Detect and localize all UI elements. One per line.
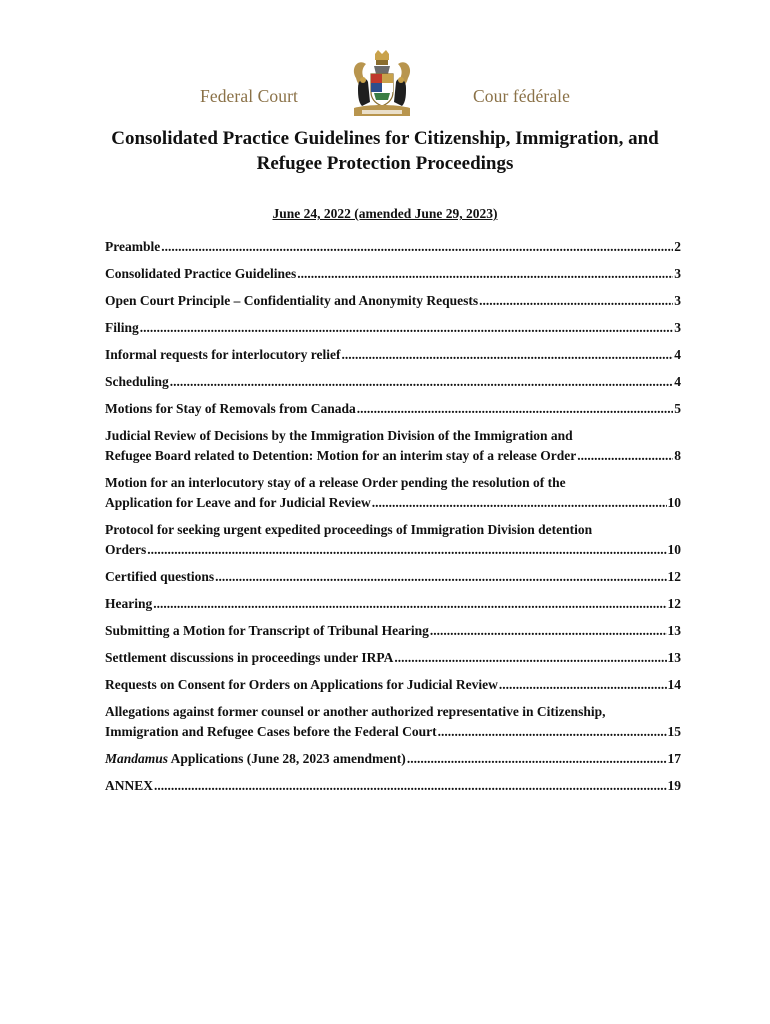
toc-entry-title: Orders xyxy=(105,542,147,557)
document-title xyxy=(60,126,710,176)
toc-entry[interactable] xyxy=(105,372,681,392)
toc-entry[interactable] xyxy=(105,446,681,466)
court-name-french: Cour fédérale xyxy=(473,86,571,106)
dot-leader xyxy=(297,264,673,284)
toc-entry[interactable] xyxy=(105,675,681,695)
toc-entry-title: ANNEX xyxy=(105,778,154,793)
toc-entry[interactable] xyxy=(105,345,681,365)
dot-leader xyxy=(438,722,667,742)
coat-of-arms-icon xyxy=(348,48,416,118)
dot-leader xyxy=(170,372,673,392)
toc-page-number: 17 xyxy=(667,751,681,766)
toc-page-number: 8 xyxy=(674,448,681,463)
toc-page-number: 3 xyxy=(674,320,681,335)
dot-leader xyxy=(161,237,673,257)
dot-leader xyxy=(154,776,666,796)
dot-leader xyxy=(341,345,673,365)
toc-entry-title: Open Court Principle – Confidentiality and Anonymity Requests xyxy=(105,293,479,308)
dot-leader xyxy=(140,318,673,338)
title-line-2: Refugee Protection Proceedings xyxy=(256,153,514,174)
toc-page-number: 10 xyxy=(667,542,681,557)
toc-entry[interactable] xyxy=(105,722,681,742)
toc-entry-title: Hearing xyxy=(105,596,153,611)
toc-entry-title: Settlement discussions in proceedings under IRPA xyxy=(105,650,394,665)
dot-leader xyxy=(394,648,666,668)
dot-leader xyxy=(372,493,667,513)
toc-entry-title: Motions for Stay of Removals from Canada xyxy=(105,401,356,416)
toc-entry-first-line[interactable]: Protocol for seeking urgent expedited proceedings of Immigration Division detention xyxy=(105,522,593,537)
document-date: June 24, 2022 (amended June 29, 2023) xyxy=(272,206,498,221)
toc-entry-first-line[interactable]: Motion for an interlocutory stay of a release Order pending the resolution of the xyxy=(105,475,566,490)
toc-page-number: 3 xyxy=(674,266,681,281)
toc-page-number: 10 xyxy=(667,495,681,510)
dot-leader xyxy=(407,749,667,769)
toc-entry-title: Filing xyxy=(105,320,139,335)
toc-page-number: 5 xyxy=(674,401,681,416)
toc-page-number: 19 xyxy=(667,778,681,793)
toc-page-number: 4 xyxy=(674,347,681,362)
dot-leader xyxy=(479,291,673,311)
toc-entry[interactable] xyxy=(105,291,681,311)
toc-entry-title-rest: Applications (June 28, 2023 amendment) xyxy=(168,751,406,766)
toc-entry[interactable] xyxy=(105,264,681,284)
toc-page-number: 2 xyxy=(674,239,681,254)
dot-leader xyxy=(215,567,666,587)
dot-leader xyxy=(430,621,667,641)
toc-entry-title: Preamble xyxy=(105,239,161,254)
toc-page-number: 4 xyxy=(674,374,681,389)
toc-entry-title: Refugee Board related to Detention: Motion for an interim stay of a release Order xyxy=(105,448,577,463)
dot-leader xyxy=(357,399,674,419)
toc-entry-first-line[interactable]: Judicial Review of Decisions by the Immigration Division of the Immigration and xyxy=(105,428,573,443)
toc-entry-title: Certified questions xyxy=(105,569,215,584)
toc-entry[interactable] xyxy=(105,567,681,587)
toc-entry-title: Scheduling xyxy=(105,374,169,389)
toc-entry-title: Consolidated Practice Guidelines xyxy=(105,266,297,281)
toc-entry[interactable] xyxy=(105,749,681,769)
dot-leader xyxy=(147,540,666,560)
letterhead xyxy=(0,0,770,120)
toc-entry[interactable] xyxy=(105,621,681,641)
toc-page-number: 13 xyxy=(667,650,681,665)
toc-entry-italic-term: Mandamus xyxy=(105,751,169,766)
toc-entry[interactable] xyxy=(105,493,681,513)
toc-entry-title xyxy=(105,749,406,769)
toc-entry[interactable] xyxy=(105,318,681,338)
toc-page-number: 3 xyxy=(674,293,681,308)
toc-entry-title: Application for Leave and for Judicial Review xyxy=(105,495,371,510)
table-of-contents xyxy=(105,237,681,796)
toc-page-number: 12 xyxy=(667,596,681,611)
toc-entry-title: Requests on Consent for Orders on Applications for Judicial Review xyxy=(105,677,498,692)
toc-entry[interactable] xyxy=(105,594,681,614)
dot-leader xyxy=(499,675,667,695)
toc-entry[interactable] xyxy=(105,540,681,560)
court-name-english: Federal Court xyxy=(200,86,299,106)
dot-leader xyxy=(577,446,673,466)
title-line-1: Consolidated Practice Guidelines for Citizenship, Immigration, and xyxy=(111,128,659,149)
toc-entry-first-line[interactable]: Allegations against former counsel or another authorized representative in Citizenship, xyxy=(105,704,606,719)
toc-page-number: 13 xyxy=(667,623,681,638)
dot-leader xyxy=(153,594,666,614)
toc-entry[interactable] xyxy=(105,399,681,419)
toc-entry-title: Immigration and Refugee Cases before the Federal Court xyxy=(105,724,437,739)
toc-page-number: 15 xyxy=(667,724,681,739)
toc-entry-title: Informal requests for interlocutory relief xyxy=(105,347,341,362)
toc-page-number: 12 xyxy=(667,569,681,584)
toc-page-number: 14 xyxy=(667,677,681,692)
toc-entry[interactable] xyxy=(105,776,681,796)
toc-entry[interactable] xyxy=(105,237,681,257)
toc-entry[interactable] xyxy=(105,648,681,668)
toc-entry-title: Submitting a Motion for Transcript of Tribunal Hearing xyxy=(105,623,429,638)
